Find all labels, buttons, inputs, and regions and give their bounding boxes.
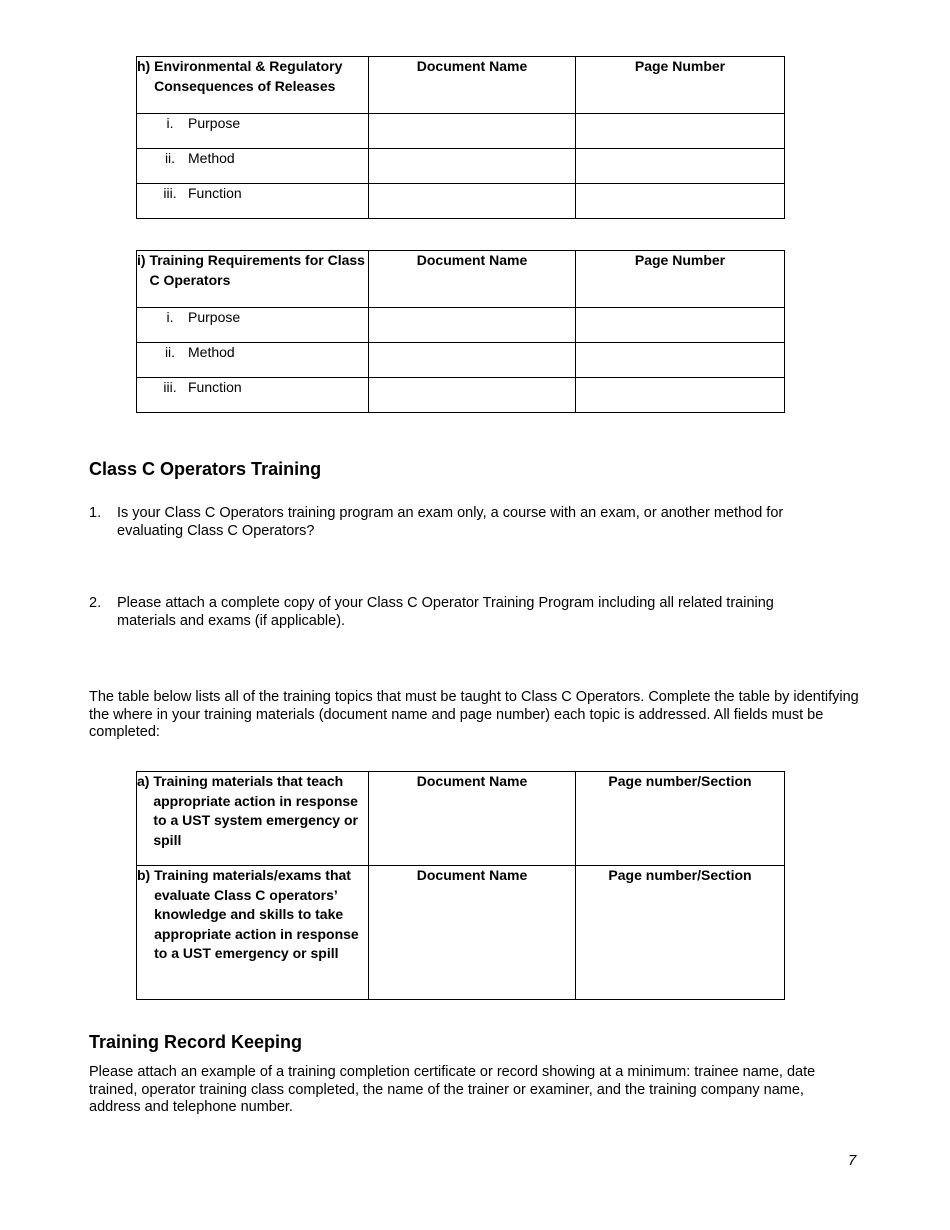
subitem-cell xyxy=(137,114,369,149)
subitem-label: Function xyxy=(188,185,242,201)
table-row xyxy=(137,772,785,866)
document-name-input-cell[interactable] xyxy=(369,184,576,219)
subitem-number: iii. xyxy=(163,185,177,201)
question-number: 1. xyxy=(89,505,102,521)
subitem-label: Purpose xyxy=(188,115,241,131)
document-name-header[interactable]: Document Name xyxy=(369,772,576,866)
table-row xyxy=(137,343,785,378)
subitem-cell xyxy=(137,343,369,378)
document-name-header[interactable]: Document Name xyxy=(369,866,576,1000)
page-number-input-cell[interactable] xyxy=(576,378,785,413)
page-number: 7 xyxy=(848,1152,857,1169)
topic-title: Training materials that teach appropriate action in response to a UST system emergency or spill xyxy=(153,773,358,848)
document-name-input-cell[interactable] xyxy=(369,114,576,149)
section-heading-records: Training Record Keeping xyxy=(89,1032,303,1052)
page-section-header[interactable]: Page number/Section xyxy=(576,772,785,866)
page-number-input-cell[interactable] xyxy=(576,149,785,184)
record-keeping-text: Please attach an example of a training completion certificate or record showing at a minimum: trainee name, date trained, operator training class completed, the name of the trainer or examiner, and the training company name, address and telephone number. xyxy=(89,1064,816,1115)
document-name-header: Document Name xyxy=(369,57,576,114)
subitem-number: ii. xyxy=(164,150,176,166)
table-training-topics xyxy=(136,771,785,1000)
question-text: Please attach a complete copy of your Class C Operator Training Program including all related training materials and exams (if applicable). xyxy=(117,595,774,629)
document-name-input-cell[interactable] xyxy=(369,378,576,413)
topic-title: Training materials/exams that evaluate Class C operators’ knowledge and skills to take appropriate action in response to a UST emergency or spill xyxy=(154,867,359,961)
table-row xyxy=(137,114,785,149)
subitem-number: i. xyxy=(166,309,174,325)
question-text: Is your Class C Operators training program an exam only, a course with an exam, or another method for evaluating Class C Operators? xyxy=(117,505,784,539)
question-item xyxy=(89,505,834,540)
document-name-input-cell[interactable] xyxy=(369,149,576,184)
subitem-number: iii. xyxy=(163,379,177,395)
subitem-label: Function xyxy=(188,379,242,395)
page-number-input-cell[interactable] xyxy=(576,184,785,219)
subitem-number: ii. xyxy=(164,344,176,360)
subitem-cell xyxy=(137,184,369,219)
document-name-header: Document Name xyxy=(369,251,576,308)
topic-label: h) xyxy=(137,58,151,74)
subitem-cell xyxy=(137,149,369,184)
table-row xyxy=(137,378,785,413)
subitem-label: Method xyxy=(188,344,235,360)
subitem-label: Method xyxy=(188,150,235,166)
topic-title: Training Requirements for Class C Operators xyxy=(149,252,365,288)
page-number-header: Page Number xyxy=(576,57,785,114)
table-header-row xyxy=(137,57,785,114)
table-row xyxy=(137,308,785,343)
subitem-label: Purpose xyxy=(188,309,241,325)
subitem-cell xyxy=(137,308,369,343)
section-heading-training: Class C Operators Training xyxy=(89,459,322,479)
topic-cell xyxy=(137,772,369,866)
document-name-input-cell[interactable] xyxy=(369,343,576,378)
page-number-header: Page Number xyxy=(576,251,785,308)
training-topics-intro: The table below lists all of the training topics that must be taught to Class C Operators. Complete the table by identifying the where in your training materials (document name and page number) each topic is addressed. All fields must be completed: xyxy=(89,689,859,740)
table-row xyxy=(137,149,785,184)
topic-label: a) xyxy=(137,773,150,789)
table-header-row xyxy=(137,251,785,308)
subitem-cell xyxy=(137,378,369,413)
table-environmental-consequences xyxy=(136,56,785,219)
page-number-input-cell[interactable] xyxy=(576,343,785,378)
subitem-number: i. xyxy=(166,115,174,131)
topic-title: Environmental & Regulatory Consequences of Releases xyxy=(154,58,343,94)
table-row xyxy=(137,866,785,1000)
table-row xyxy=(137,184,785,219)
page-number-input-cell[interactable] xyxy=(576,114,785,149)
document-name-input-cell[interactable] xyxy=(369,308,576,343)
topic-header-cell xyxy=(137,251,369,308)
question-item xyxy=(89,595,834,630)
question-number: 2. xyxy=(89,595,102,611)
page-number-input-cell[interactable] xyxy=(576,308,785,343)
table-training-requirements xyxy=(136,250,785,413)
topic-label: b) xyxy=(137,867,151,883)
topic-cell xyxy=(137,866,369,1000)
topic-label: i) xyxy=(137,252,146,268)
page-section-header[interactable]: Page number/Section xyxy=(576,866,785,1000)
topic-header-cell xyxy=(137,57,369,114)
